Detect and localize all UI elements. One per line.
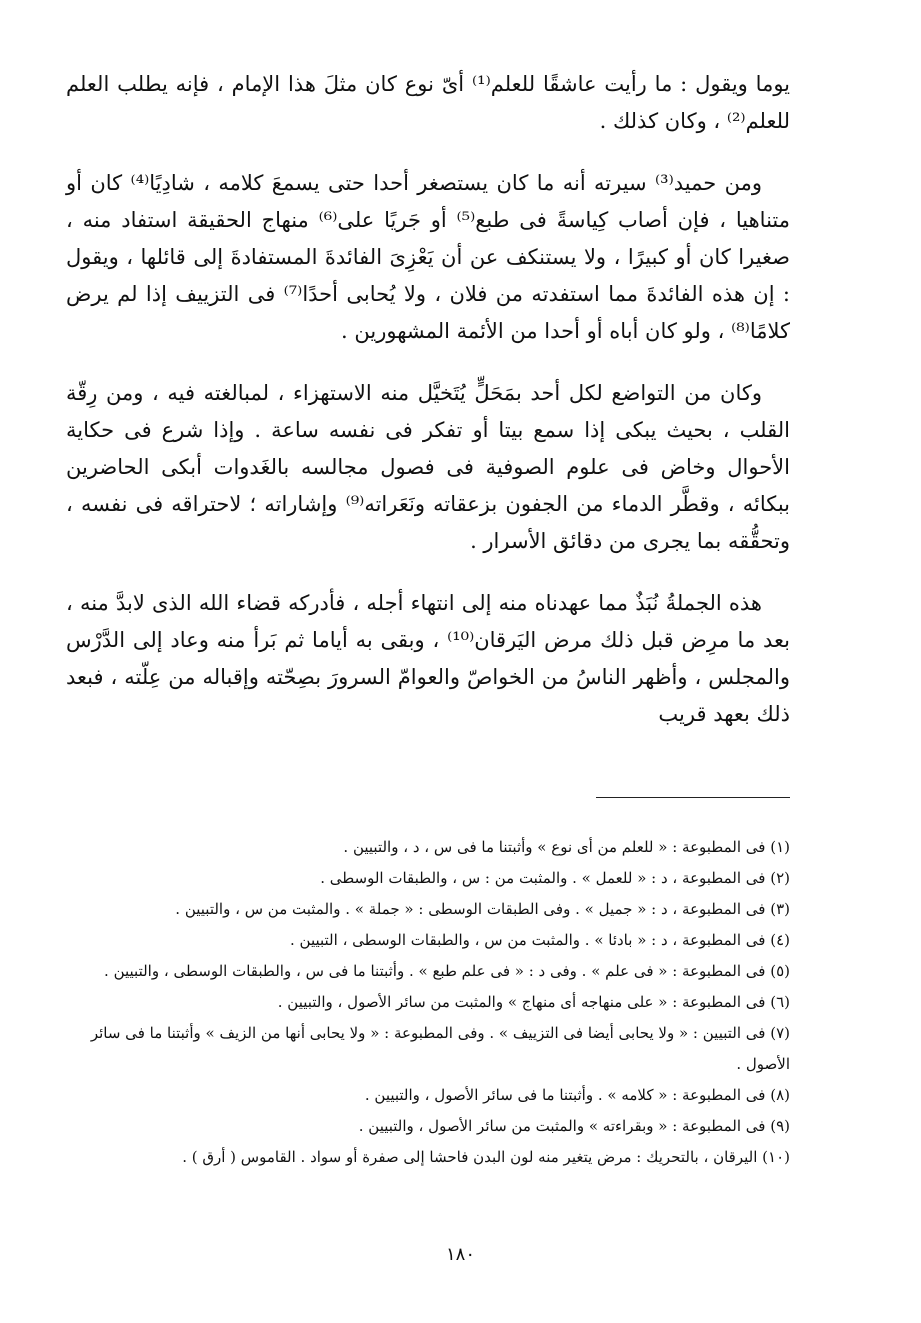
footnote: (٥) فى المطبوعة : « فى علم » . وفى د : « فى علم طبع » . وأثبتنا ما فى س ، والطبقات الوسطى ، والتبيين .	[104, 962, 790, 980]
footnote: (٩) فى المطبوعة : « وبقراءته » والمثبت من سائر الأصول ، والتبيين .	[358, 1117, 790, 1135]
paragraph: يوما ويقول : ما رأيت عاشقًا للعلم⁽¹⁾ أىّ نوع كان مثلَ هذا الإمام ، فإنه يطلب العلم للعلم⁽²⁾ ، وكان كذلك .	[66, 72, 791, 133]
footnotes	[66, 832, 790, 1173]
paragraph: وكان من التواضع لكل أحد بمَحَلٍّ يُتَخيَّل منه الاستهزاء ، لمبالغته فيه ، ومن رِقّة القلب ، بحيث يبكى إذا سمع بيتا أو تفكر فى نفسه ساعة . وإذا شرع فى حكاية الأحوال وخاض فى علوم الصوفية فى فصول مجالسه بالغَدوات أبكى الحاضرين ببكائه ، وقطَّر الدماء من الجفون بزعقاته ونَعَراته⁽⁹⁾ وإشاراته ؛ لاحتراقه فى نفسه ، وتحقُّقه بما يجرى من دقائق الأسرار .	[66, 381, 791, 553]
footnote: (٤) فى المطبوعة ، د : « بادئا » . والمثبت من س ، والطبقات الوسطى ، التبيين .	[290, 931, 790, 949]
paragraph: ومن حميد⁽³⁾ سيرته أنه ما كان يستصغر أحدا حتى يسمعَ كلامه ، شادِيًا⁽⁴⁾ كان أو متناهيا ، فإن أصاب كِياسةً فى طبع⁽⁵⁾ أو جَريًا على⁽⁶⁾ منهاج الحقيقة استفاد منه ، صغيرا كان أو كبيرًا ، ولا يستنكف عن أن يَعْزِىَ الفائدةَ المستفادةَ إلى قائلها ، ويقول : إن هذه الفائدةَ مما استفدته من فلان ، ولا يُحابى أحدًا⁽⁷⁾ فى التزييف إذا لم يرض كلامًا⁽⁸⁾ ، ولو كان أباه أو أحدا من الأئمة المشهورين .	[66, 171, 790, 343]
footnote: (٣) فى المطبوعة ، د : « جميل » . وفى الطبقات الوسطى : « جملة » . والمثبت من س ، والتبيين .	[175, 900, 790, 918]
footnote: (٨) فى المطبوعة : « كلامه » . وأثبتنا ما فى سائر الأصول ، والتبيين .	[364, 1086, 790, 1104]
footnote: (١٠) اليرقان ، بالتحريك : مرض يتغير منه لون البدن فاحشا إلى صفرة أو سواد . القاموس ( أرق ) .	[182, 1148, 790, 1166]
footnote-separator	[596, 797, 790, 798]
footnote: (٦) فى المطبوعة : « على منهاجه أى منهاج » والمثبت من سائر الأصول ، والتبيين .	[277, 993, 790, 1011]
paragraph: هذه الجملةُ نُبَذٌ مما عهدناه منه إلى انتهاء أجله ، فأدركه قضاء الله الذى لابدَّ منه ، بعد ما مرِض قبل ذلك مرض اليَرقان⁽¹⁰⁾ ، وبقى به أياما ثم بَرأ منه وعاد إلى الدَّرْس والمجلس ، وأظهر الناسُ من الخواصّ والعوامّ السرورَ بصِحّته وإقباله من عِلّته ، فبعد ذلك بعهد قريب	[66, 591, 791, 726]
footnote: (٧) فى التبيين : « ولا يحابى أيضا فى التزييف » . وفى المطبوعة : « ولا يحابى أنها من الزيف » وأثبتنا ما فى سائر الأصول .	[90, 1024, 790, 1073]
footnote: (٢) فى المطبوعة ، د : « للعمل » . والمثبت من : س ، والطبقات الوسطى .	[320, 869, 790, 887]
main-text	[66, 66, 790, 758]
footnote: (١) فى المطبوعة : « للعلم من أى نوع » وأثبتنا ما فى س ، د ، والتبيين .	[343, 838, 790, 856]
page-number: ١٨٠	[445, 1244, 475, 1265]
